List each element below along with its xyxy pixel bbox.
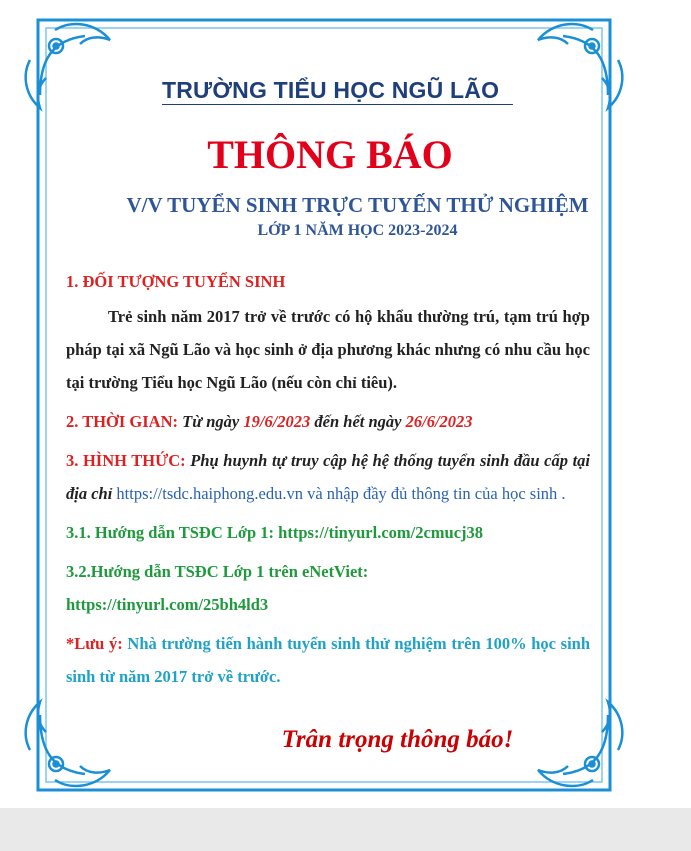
section2-end-date: 26/6/2023 [405,412,473,431]
section2-from-text: Từ ngày [182,412,240,431]
section2-start-date: 19/6/2023 [243,412,311,431]
notice-title: THÔNG BÁO [207,132,453,177]
note-label: *Lưu ý: [66,634,123,653]
section1-body: Trẻ sinh năm 2017 trở về trước có hộ khẩu thường trú, tạm trú hợp pháp tại xã Ngũ Lão và học sinh ở địa phương khác nhưng có nhu cầu học tại trường Tiểu học Ngũ Lão (nếu còn chỉ tiêu). [66,307,590,392]
section1-heading: 1. ĐỐI TƯỢNG TUYỂN SINH [66,272,286,291]
closing-text: Trân trọng thông báo! [281,726,514,753]
notice-subject: V/V TUYỂN SINH TRỰC TUYẾN THỬ NGHIỆM [126,193,589,217]
section2-to-text: đến hết ngày [314,412,402,431]
guide2-title: 3.2.Hướng dẫn TSĐC Lớp 1 trên eNetViet: [66,562,369,581]
school-name: TRƯỜNG TIỂU HỌC NGŨ LÃO [162,76,513,105]
notice-school-year: LỚP 1 NĂM HỌC 2023-2024 [257,222,458,239]
note [66,627,590,693]
guide1-link: 3.1. Hướng dẫn TSĐC Lớp 1: https://tinyurl.com/2cmucj38 [66,523,484,542]
section3-label: 3. HÌNH THỨC: [66,451,186,470]
guide2-link: https://tinyurl.com/25bh4ld3 [66,595,269,614]
note-text: Nhà trường tiến hành tuyển sinh thử nghiệm trên 100% học sinh sinh từ năm 2017 trở về trước. [66,634,591,686]
section3-url-text: https://tsdc.haiphong.edu.vn và nhập đầy đủ thông tin của học sinh . [116,484,566,503]
page-margin [638,0,691,808]
viewer-bottom-bar [0,808,691,851]
section2 [66,405,590,438]
section3-text: Phụ huynh tự truy cập hệ hệ thống tuyển sinh đầu cấp tại địa chỉ [66,451,591,503]
section2-label: 2. THỜI GIAN: [66,412,179,431]
notice-body [66,265,590,693]
section3 [66,444,590,510]
